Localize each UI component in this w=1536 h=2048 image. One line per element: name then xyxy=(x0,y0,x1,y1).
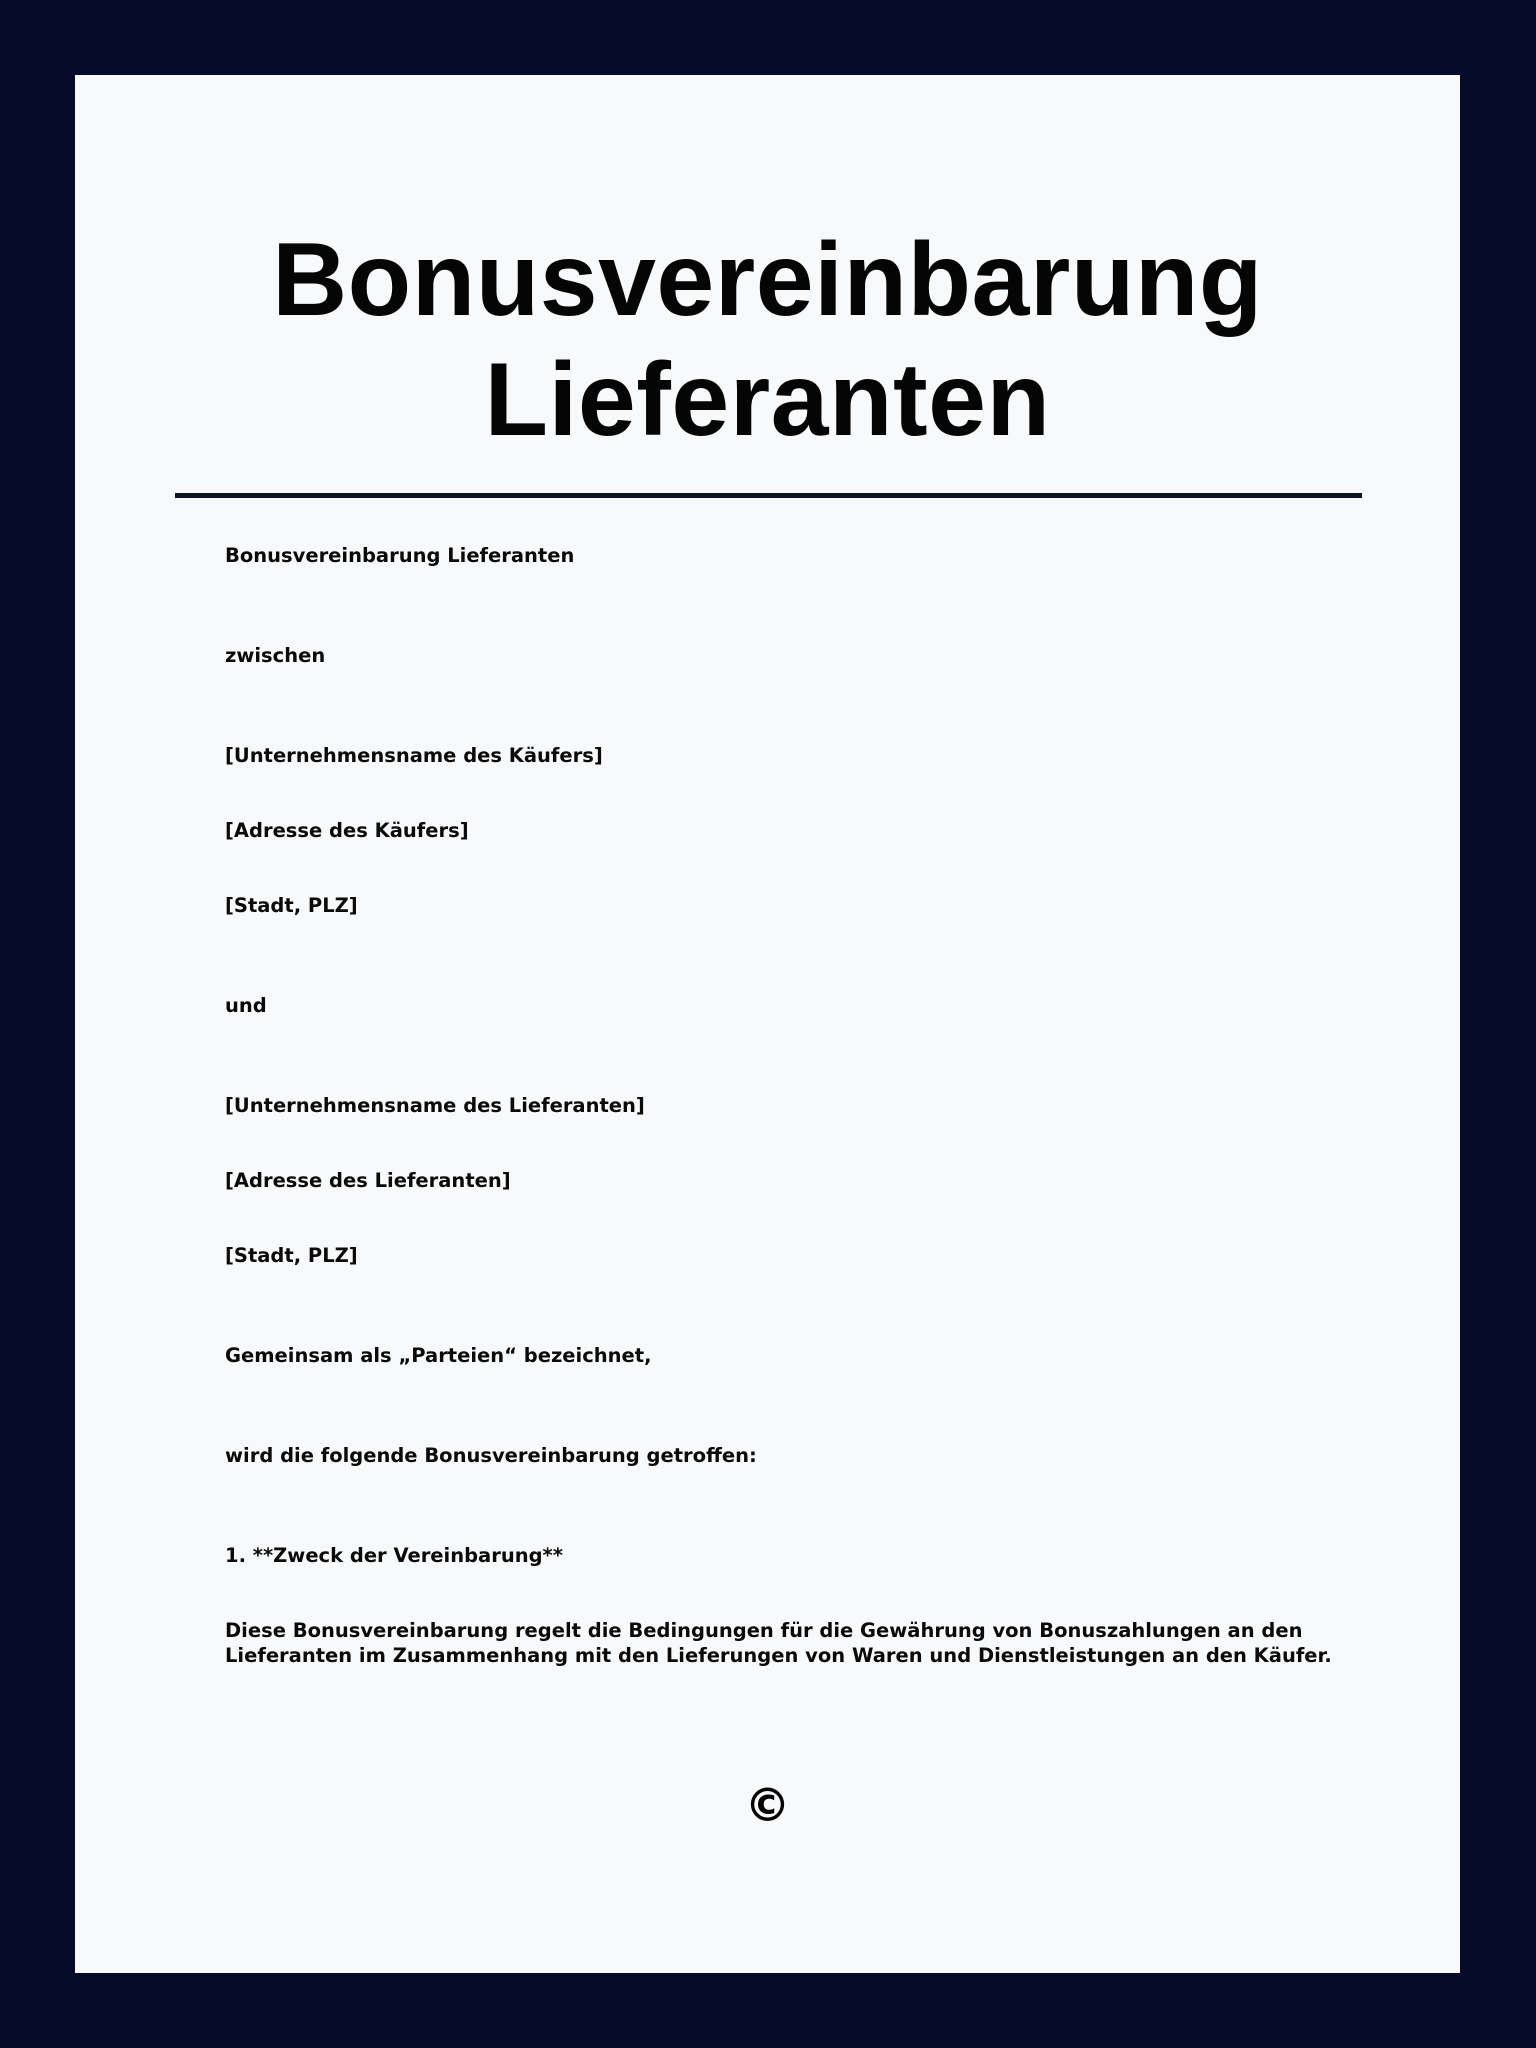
and-line: und xyxy=(225,994,267,1017)
buyer-address: [Adresse des Käufers] xyxy=(225,819,469,842)
title-line-1: Bonusvereinbarung xyxy=(272,222,1263,338)
buyer-city-zip: [Stadt, PLZ] xyxy=(225,894,358,917)
parties-line: Gemeinsam als „Parteien“ bezeichnet, xyxy=(225,1344,652,1367)
supplier-company-name: [Unternehmensname des Lieferanten] xyxy=(225,1094,645,1117)
title-divider xyxy=(175,493,1362,498)
document-page xyxy=(75,75,1460,1973)
supplier-city-zip: [Stadt, PLZ] xyxy=(225,1244,358,1267)
title-line-2: Lieferanten xyxy=(484,342,1051,458)
section-heading: 1. **Zweck der Vereinbarung** xyxy=(225,1544,563,1567)
document-title xyxy=(75,220,1460,460)
section-body: Diese Bonusvereinbarung regelt die Bedingungen für die Gewährung von Bonuszahlungen an den Lieferanten im Zusammenhang mit den Lieferungen von Waren und Dienstleistungen an den Käufer. xyxy=(225,1619,1332,1667)
heading-line: Bonusvereinbarung Lieferanten xyxy=(225,544,575,567)
copyright-icon: © xyxy=(744,1778,791,1832)
buyer-company-name: [Unternehmensname des Käufers] xyxy=(225,744,603,767)
between-line: zwischen xyxy=(225,644,326,667)
agreement-intro-line: wird die folgende Bonusvereinbarung getroffen: xyxy=(225,1444,757,1467)
supplier-address: [Adresse des Lieferanten] xyxy=(225,1169,511,1192)
